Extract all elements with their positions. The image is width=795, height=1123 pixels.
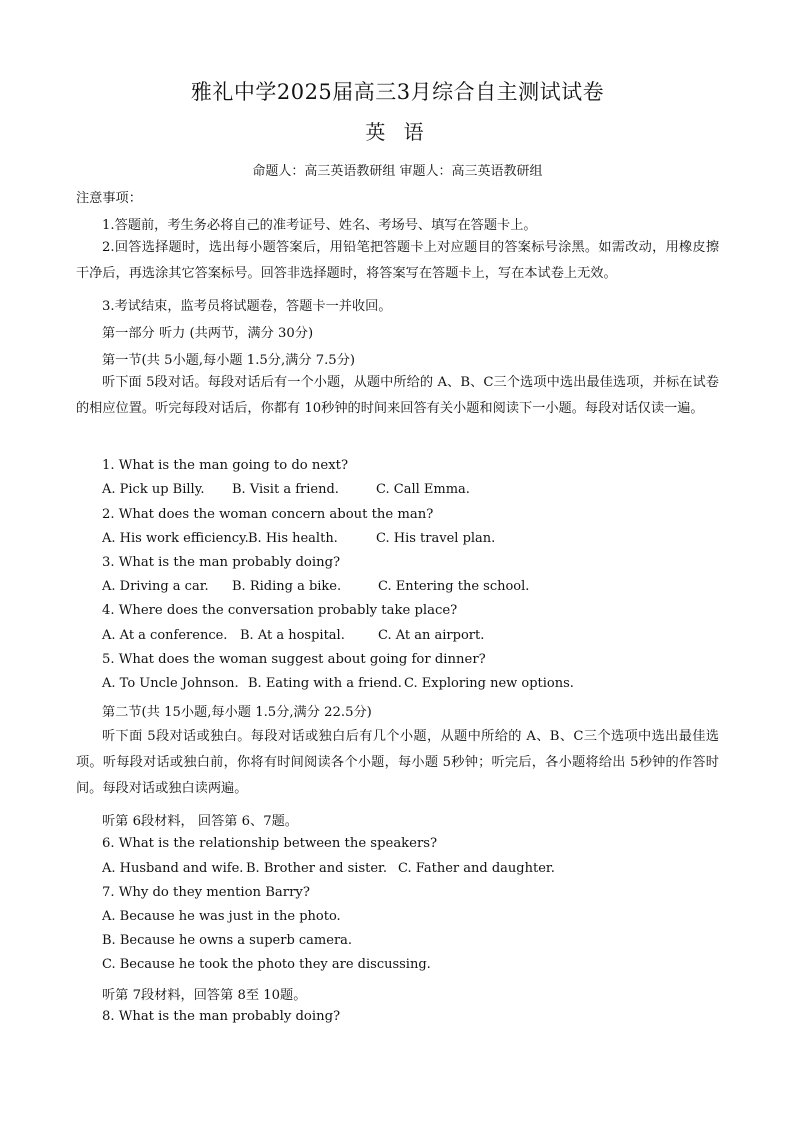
q2-option-c: C. His travel plan.: [376, 531, 496, 546]
question-4: 4. Where does the conversation probably take place?: [102, 603, 458, 618]
question-1: 1. What is the man going to do next?: [102, 458, 349, 473]
question-2: 2. What does the woman concern about the man?: [102, 507, 434, 522]
q2-option-a: A. His work efficiency.: [102, 531, 249, 546]
q1-option-c: C. Call Emma.: [376, 482, 470, 497]
question-6: 6. What is the relationship between the speakers?: [102, 836, 438, 851]
exam-title: 雅礼中学2025届高三3月综合自主测试试卷: [190, 80, 605, 104]
q6-option-c: C. Father and daughter.: [398, 861, 555, 876]
q7-option-b: B. Because he owns a superb camera.: [102, 933, 353, 948]
material-7-note: 听第 7段材料，回答第 8至 10题。: [102, 988, 307, 1003]
question-7: 7. Why do they mention Barry?: [102, 885, 310, 900]
q4-option-a: A. At a conference.: [102, 628, 228, 643]
q5-option-a: A. To Uncle Johnson.: [102, 676, 239, 691]
q6-option-b: B. Brother and sister.: [246, 861, 387, 876]
subject-title: 英 语: [365, 120, 430, 144]
q3-option-c: C. Entering the school.: [378, 579, 530, 594]
q4-option-c: C. At an airport.: [378, 628, 485, 643]
q7-option-c: C. Because he took the photo they are discussing.: [102, 957, 431, 972]
section1-instructions: 听下面 5段对话。每段对话后有一个小题，从题中所给的 A、B、C三个选项中选出最佳选项，并标在试卷的相应位置。听完每段对话后，你都有 10秒钟的时间来回答有关小题和阅读下一小题。每段对话仅读一遍。: [76, 375, 719, 416]
notes-heading: 注意事项：: [76, 191, 142, 206]
q7-option-a: A. Because he was just in the photo.: [102, 909, 341, 924]
q5-option-b: B. Eating with a friend.: [248, 676, 402, 691]
material-6-note: 听第 6段材料， 回答第 6、7题。: [102, 814, 298, 829]
q1-option-a: A. Pick up Billy.: [102, 482, 205, 497]
note-item-3: 3.考试结束，监考员将试题卷，答题卡一并收回。: [102, 299, 392, 314]
q1-option-b: B. Visit a friend.: [232, 482, 339, 497]
authors-line: 命题人：高三英语教研组 审题人：高三英语教研组: [252, 164, 543, 179]
q4-option-b: B. At a hospital.: [240, 628, 345, 643]
q3-option-a: A. Driving a car.: [102, 579, 209, 594]
section2-instructions: 听下面 5段对话或独白。每段对话或独白后有几个小题，从题中所给的 A、B、C三个选项中选出最佳选项。听每段对话或独白前，你将有时间阅读各个小题，每小题 5秒钟；听完后，各小题将给出 5秒钟的作答时间。每段对话或独白读两遍。: [76, 729, 719, 796]
section1-heading: 第一节(共 5小题,每小题 1.5分,满分 7.5分): [102, 353, 356, 368]
question-8: 8. What is the man probably doing?: [102, 1009, 341, 1024]
q3-option-b: B. Riding a bike.: [232, 579, 342, 594]
question-3: 3. What is the man probably doing?: [102, 555, 341, 570]
q2-option-b: B. His health.: [248, 531, 338, 546]
note-item-2: 2.回答选择题时，选出每小题答案后，用铅笔把答题卡上对应题目的答案标号涂黑。如需改动，用橡皮擦干净后，再选涂其它答案标号。回答非选择题时，将答案写在答题卡上，写在本试卷上无效。: [76, 240, 719, 281]
part1-heading: 第一部分 听力 (共两节，满分 30分): [102, 326, 314, 341]
note-item-1: 1.答题前，考生务必将自己的准考证号、姓名、考场号、填写在答题卡上。: [102, 218, 537, 233]
q5-option-c: C. Exploring new options.: [404, 676, 574, 691]
question-5: 5. What does the woman suggest about going for dinner?: [102, 652, 486, 667]
q6-option-a: A. Husband and wife.: [102, 861, 244, 876]
section2-heading: 第二节(共 15小题,每小题 1.5分,满分 22.5分): [102, 705, 372, 720]
